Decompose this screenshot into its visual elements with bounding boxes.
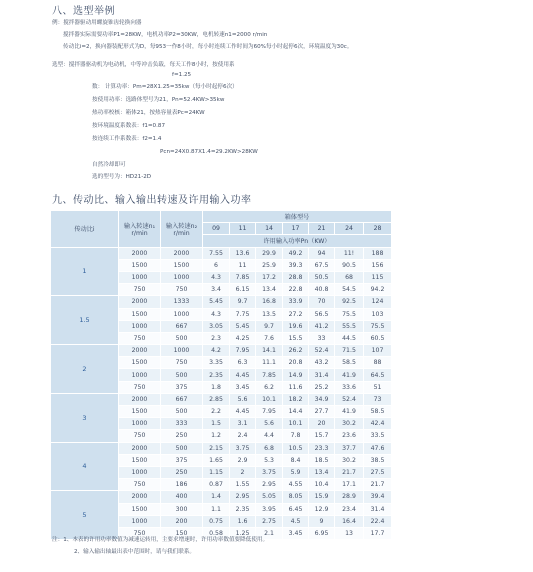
table-cell: 40.8 xyxy=(309,284,335,296)
table-cell: 5.45 xyxy=(203,296,230,308)
table-cell: 500 xyxy=(161,442,203,454)
table-cell: 3.35 xyxy=(203,357,230,369)
table-cell: 4.55 xyxy=(283,479,309,491)
table-cell: 2000 xyxy=(119,442,161,454)
ratio-cell: 2 xyxy=(51,345,119,394)
table-cell: 68 xyxy=(335,271,364,283)
table-cell: 1.55 xyxy=(230,479,256,491)
table-cell: 107 xyxy=(364,345,392,357)
table-cell: 150 xyxy=(161,527,203,539)
example-line: 选型：搅拌器驱动机为电动机，中等冲击负载，每天工作8小时，按使用系 xyxy=(52,62,235,68)
table-cell: 12.9 xyxy=(309,503,335,515)
header-input-speed xyxy=(119,211,161,248)
table-cell: 33 xyxy=(309,332,335,344)
table-cell: 73 xyxy=(364,393,392,405)
table-cell: 156 xyxy=(364,259,392,271)
table-cell: 17.1 xyxy=(335,479,364,491)
table-cell: 750 xyxy=(161,357,203,369)
table-cell: 2000 xyxy=(119,296,161,308)
table-cell: 1000 xyxy=(161,308,203,320)
header-size-6: 28 xyxy=(364,223,392,235)
table-cell: 9.7 xyxy=(256,320,283,332)
table-cell: 10.1 xyxy=(283,418,309,430)
example-line: Pcn=24X0.87X1.4=29.2KW>28KW xyxy=(160,149,258,155)
table-cell: 2.75 xyxy=(256,515,283,527)
table-cell: 750 xyxy=(119,332,161,344)
table-cell: 2.95 xyxy=(256,479,283,491)
table-cell: 75.5 xyxy=(335,308,364,320)
table-cell: 2.9 xyxy=(230,454,256,466)
table-cell: 7.95 xyxy=(230,345,256,357)
table-cell: 41.2 xyxy=(309,320,335,332)
table-cell: 1.1 xyxy=(203,503,230,515)
table-cell: 1500 xyxy=(119,308,161,320)
header-case-size: 箱体型号 xyxy=(203,211,392,223)
table-cell: 51 xyxy=(364,381,392,393)
table-cell: 1.25 xyxy=(230,527,256,539)
table-cell: 4.45 xyxy=(230,369,256,381)
table-cell: 27.5 xyxy=(364,466,392,478)
table-cell: 1000 xyxy=(119,466,161,478)
table-cell: 17.7 xyxy=(364,527,392,539)
table-cell: 6.3 xyxy=(230,357,256,369)
section9-title: 九、传动比、输入输出转速及许用输入功率 xyxy=(52,195,252,206)
table-cell: 3.75 xyxy=(230,442,256,454)
table-cell: 1500 xyxy=(119,357,161,369)
table-cell: 7.85 xyxy=(256,369,283,381)
table-cell: 1000 xyxy=(119,271,161,283)
table-cell: 2000 xyxy=(119,491,161,503)
table-cell: 333 xyxy=(161,418,203,430)
table-cell: 18.2 xyxy=(283,393,309,405)
table-cell: 13.4 xyxy=(256,284,283,296)
table-cell: 7.95 xyxy=(256,406,283,418)
table-cell: 6.45 xyxy=(283,503,309,515)
table-cell: 20.8 xyxy=(283,357,309,369)
table-cell: 400 xyxy=(161,491,203,503)
table-cell: 30.2 xyxy=(335,418,364,430)
table-cell: 70 xyxy=(309,296,335,308)
example-line: 按环境温度系数表：f1=0.87 xyxy=(92,123,166,129)
table-cell: 30.2 xyxy=(335,454,364,466)
table-cell: 25.9 xyxy=(256,259,283,271)
table-cell: 1000 xyxy=(119,369,161,381)
table-cell: 8.4 xyxy=(283,454,309,466)
table-cell: 11! xyxy=(335,247,364,259)
example-line: 自然冷却即可 xyxy=(92,162,126,168)
table-cell: 115 xyxy=(364,271,392,283)
table-cell: 375 xyxy=(161,381,203,393)
header-input-speed-unit: r/min xyxy=(131,229,148,237)
table-cell: 42.4 xyxy=(364,418,392,430)
example-line: 数： 计算功率：Pm=28X1.25=35kw（每小时起停6次） xyxy=(92,84,238,90)
table-cell: 11.6 xyxy=(283,381,309,393)
table-cell: 28.9 xyxy=(335,491,364,503)
table-cell: 9.7 xyxy=(230,296,256,308)
table-cell: 58.5 xyxy=(335,357,364,369)
ratio-cell: 4 xyxy=(51,442,119,491)
table-cell: 27.7 xyxy=(309,406,335,418)
table-cell: 20 xyxy=(309,418,335,430)
table-cell: 94 xyxy=(309,247,335,259)
table-cell: 2.85 xyxy=(203,393,230,405)
header-size-5: 24 xyxy=(335,223,364,235)
table-cell: 7.6 xyxy=(256,332,283,344)
table-cell: 3.95 xyxy=(256,503,283,515)
header-size-0: 09 xyxy=(203,223,230,235)
table-cell: 750 xyxy=(119,284,161,296)
table-cell: 500 xyxy=(161,369,203,381)
table-cell: 1.2 xyxy=(203,430,230,442)
table-cell: 22.8 xyxy=(283,284,309,296)
table-cell: 1.5 xyxy=(203,418,230,430)
table-cell: 41.9 xyxy=(335,369,364,381)
example-line: 传动比i=2，换向器装配形式为D，每953一作8小时，每小时连续工作时间为60%每小时起停6次，环境温度为30c。 xyxy=(63,44,353,50)
table-cell: 10.4 xyxy=(309,479,335,491)
header-size-3: 17 xyxy=(283,223,309,235)
table-cell: 13 xyxy=(335,527,364,539)
table-cell: 52.4 xyxy=(309,345,335,357)
table-cell: 2.3 xyxy=(203,332,230,344)
table-cell: 23.3 xyxy=(309,442,335,454)
table-cell: 3.45 xyxy=(230,381,256,393)
table-cell: 3.4 xyxy=(203,284,230,296)
table-cell: 1000 xyxy=(119,418,161,430)
table-cell: 4.5 xyxy=(283,515,309,527)
table-cell: 58.5 xyxy=(364,406,392,418)
table-cell: 22.4 xyxy=(364,515,392,527)
header-power: 许用输入功率Pn（KW） xyxy=(203,235,392,247)
table-cell: 1000 xyxy=(119,515,161,527)
table-cell: 1000 xyxy=(161,345,203,357)
table-cell: 23.4 xyxy=(335,503,364,515)
header-input-speed-label: 输入转速n₁ xyxy=(123,222,156,230)
table-cell: 16.4 xyxy=(335,515,364,527)
header-size-1: 11 xyxy=(230,223,256,235)
table-cell: 4.25 xyxy=(230,332,256,344)
table-cell: 7.8 xyxy=(283,430,309,442)
table-cell: 33.5 xyxy=(364,430,392,442)
table-cell: 300 xyxy=(161,503,203,515)
table-cell: 14.4 xyxy=(283,406,309,418)
table-cell: 2.4 xyxy=(230,430,256,442)
example-line: f=1.25 xyxy=(172,72,192,78)
table-cell: 33.9 xyxy=(283,296,309,308)
table-cell: 500 xyxy=(161,406,203,418)
table-cell: 2.1 xyxy=(256,527,283,539)
table-cell: 1500 xyxy=(119,259,161,271)
table-cell: 14.1 xyxy=(256,345,283,357)
example-heading: 例：搅拌器驱动用螺旋锥齿轮换向器 xyxy=(52,20,142,26)
ratio-cell: 3 xyxy=(51,393,119,442)
table-cell: 1.15 xyxy=(203,466,230,478)
table-cell: 1333 xyxy=(161,296,203,308)
table-cell: 3.05 xyxy=(203,320,230,332)
table-cell: 17.2 xyxy=(256,271,283,283)
table-cell: 667 xyxy=(161,320,203,332)
table-cell: 1.65 xyxy=(203,454,230,466)
table-cell: 250 xyxy=(161,466,203,478)
table-cell: 31.4 xyxy=(364,503,392,515)
table-cell: 6.15 xyxy=(230,284,256,296)
table-cell: 750 xyxy=(161,284,203,296)
table-cell: 21.7 xyxy=(335,466,364,478)
header-size-2: 14 xyxy=(256,223,283,235)
table-cell: 50.5 xyxy=(309,271,335,283)
table-cell: 2000 xyxy=(119,247,161,259)
table-cell: 5.6 xyxy=(230,393,256,405)
table-cell: 4.2 xyxy=(203,345,230,357)
table-cell: 3.1 xyxy=(230,418,256,430)
note-1: 注：1、本表的许用功率数值为减速运转用，主要求增速时，许用功率数值要降低使用。 xyxy=(52,537,269,543)
ratio-cell: 1 xyxy=(51,247,119,296)
table-cell: 1.8 xyxy=(203,381,230,393)
table-row xyxy=(51,393,392,405)
header-ratio: 传动比i xyxy=(51,211,119,248)
table-cell: 2.15 xyxy=(203,442,230,454)
table-cell: 13.6 xyxy=(230,247,256,259)
table-cell: 667 xyxy=(161,393,203,405)
table-cell: 75.5 xyxy=(364,320,392,332)
table-cell: 25.2 xyxy=(309,381,335,393)
table-cell: 44.5 xyxy=(335,332,364,344)
table-cell: 750 xyxy=(119,430,161,442)
ratio-cell: 5 xyxy=(51,491,119,540)
table-cell: 200 xyxy=(161,515,203,527)
table-cell: 10.1 xyxy=(256,393,283,405)
table-cell: 0.87 xyxy=(203,479,230,491)
table-cell: 92.5 xyxy=(335,296,364,308)
table-cell: 56.5 xyxy=(309,308,335,320)
note-2: 2、输入输出轴最出表中范围时，请与我们联系。 xyxy=(74,549,196,555)
table-cell: 4.45 xyxy=(230,406,256,418)
table-cell: 6.8 xyxy=(256,442,283,454)
header-output-speed xyxy=(161,211,203,248)
table-cell: 2.2 xyxy=(203,406,230,418)
table-cell: 10.5 xyxy=(283,442,309,454)
table-cell: 4.3 xyxy=(203,308,230,320)
table-row xyxy=(51,296,392,308)
table-cell: 43.2 xyxy=(309,357,335,369)
table-cell: 7.75 xyxy=(230,308,256,320)
table-cell: 2.95 xyxy=(230,491,256,503)
example-line: 搅拌器实际需要功率P1=28KW，电机功率P2=30KW，电机转速n1=2000 r/min xyxy=(63,32,268,38)
table-cell: 6.95 xyxy=(309,527,335,539)
table-cell: 6 xyxy=(203,259,230,271)
table-cell: 26.2 xyxy=(283,345,309,357)
table-cell: 13.5 xyxy=(256,308,283,320)
table-cell: 1500 xyxy=(119,503,161,515)
table-cell: 103 xyxy=(364,308,392,320)
table-cell: 5.6 xyxy=(256,418,283,430)
table-row xyxy=(51,345,392,357)
table-cell: 2000 xyxy=(161,247,203,259)
table-cell: 1500 xyxy=(161,259,203,271)
table-cell: 15.7 xyxy=(309,430,335,442)
table-cell: 2000 xyxy=(119,393,161,405)
table-cell: 2.35 xyxy=(203,369,230,381)
table-cell: 41.9 xyxy=(335,406,364,418)
table-cell: 13.4 xyxy=(309,466,335,478)
ratio-cell: 1.5 xyxy=(51,296,119,345)
table-cell: 15.9 xyxy=(309,491,335,503)
table-cell: 28.8 xyxy=(283,271,309,283)
table-cell: 9 xyxy=(309,515,335,527)
header-size-4: 21 xyxy=(309,223,335,235)
table-cell: 2.35 xyxy=(230,503,256,515)
example-line: 按使用功率：选路体型号为21，Pn=52.4KW>35kw xyxy=(92,97,225,103)
table-cell: 19.6 xyxy=(283,320,309,332)
table-cell: 27.2 xyxy=(283,308,309,320)
table-cell: 5.9 xyxy=(283,466,309,478)
table-cell: 18.5 xyxy=(309,454,335,466)
table-cell: 6.2 xyxy=(256,381,283,393)
table-cell: 64.5 xyxy=(364,369,392,381)
table-cell: 94.2 xyxy=(364,284,392,296)
table-cell: 11 xyxy=(230,259,256,271)
table-cell: 15.5 xyxy=(283,332,309,344)
table-row xyxy=(51,442,392,454)
table-cell: 7.85 xyxy=(230,271,256,283)
table-cell: 0.75 xyxy=(203,515,230,527)
table-cell: 29.9 xyxy=(256,247,283,259)
table-cell: 54.5 xyxy=(335,284,364,296)
table-cell: 0.58 xyxy=(203,527,230,539)
table-cell: 4.4 xyxy=(256,430,283,442)
example-line: 选的型号为：HD21-2D xyxy=(92,174,152,180)
table-cell: 21.7 xyxy=(364,479,392,491)
example-line: 热功率校核：箱体21，按热容量表Pc=24KW xyxy=(92,110,205,116)
table-cell: 38.5 xyxy=(364,454,392,466)
table-cell: 47.6 xyxy=(364,442,392,454)
table-cell: 1000 xyxy=(161,271,203,283)
table-cell: 5.3 xyxy=(256,454,283,466)
table-cell: 250 xyxy=(161,430,203,442)
table-cell: 1500 xyxy=(119,406,161,418)
table-cell: 1.4 xyxy=(203,491,230,503)
table-cell: 23.6 xyxy=(335,430,364,442)
table-cell: 750 xyxy=(119,479,161,491)
table-cell: 67.5 xyxy=(309,259,335,271)
table-cell: 1500 xyxy=(119,454,161,466)
table-cell: 750 xyxy=(119,381,161,393)
table-cell: 188 xyxy=(364,247,392,259)
table-cell: 52.4 xyxy=(335,393,364,405)
table-cell: 16.8 xyxy=(256,296,283,308)
table-cell: 90.5 xyxy=(335,259,364,271)
table-cell: 1000 xyxy=(119,320,161,332)
section8-title: 八、选型举例 xyxy=(52,6,115,17)
table-cell: 31.4 xyxy=(309,369,335,381)
table-cell: 39.3 xyxy=(283,259,309,271)
table-cell: 88 xyxy=(364,357,392,369)
ratio-power-table xyxy=(50,210,392,540)
table-cell: 3.45 xyxy=(283,527,309,539)
header-output-speed-label: 输入转速n₂ xyxy=(165,222,198,230)
table-cell: 5.45 xyxy=(230,320,256,332)
table-cell: 186 xyxy=(161,479,203,491)
table-cell: 500 xyxy=(161,332,203,344)
table-cell: 375 xyxy=(161,454,203,466)
table-row xyxy=(51,491,392,503)
table-cell: 71.5 xyxy=(335,345,364,357)
table-cell: 750 xyxy=(119,527,161,539)
table-cell: 55.5 xyxy=(335,320,364,332)
header-output-speed-unit: r/min xyxy=(173,229,190,237)
table-cell: 124 xyxy=(364,296,392,308)
table-cell: 37.7 xyxy=(335,442,364,454)
table-cell: 39.4 xyxy=(364,491,392,503)
table-cell: 8.05 xyxy=(283,491,309,503)
table-cell: 3.75 xyxy=(256,466,283,478)
table-cell: 49.2 xyxy=(283,247,309,259)
table-cell: 33.6 xyxy=(335,381,364,393)
table-cell: 60.5 xyxy=(364,332,392,344)
table-cell: 5.05 xyxy=(256,491,283,503)
table-cell: 4.3 xyxy=(203,271,230,283)
example-line: 按连续工作系数表：f2=1.4 xyxy=(92,136,162,142)
table-row xyxy=(51,247,392,259)
table-cell: 11.1 xyxy=(256,357,283,369)
table-cell: 2 xyxy=(230,466,256,478)
table-cell: 1.6 xyxy=(230,515,256,527)
table-cell: 7.55 xyxy=(203,247,230,259)
table-cell: 14.9 xyxy=(283,369,309,381)
table-cell: 34.9 xyxy=(309,393,335,405)
table-cell: 2000 xyxy=(119,345,161,357)
